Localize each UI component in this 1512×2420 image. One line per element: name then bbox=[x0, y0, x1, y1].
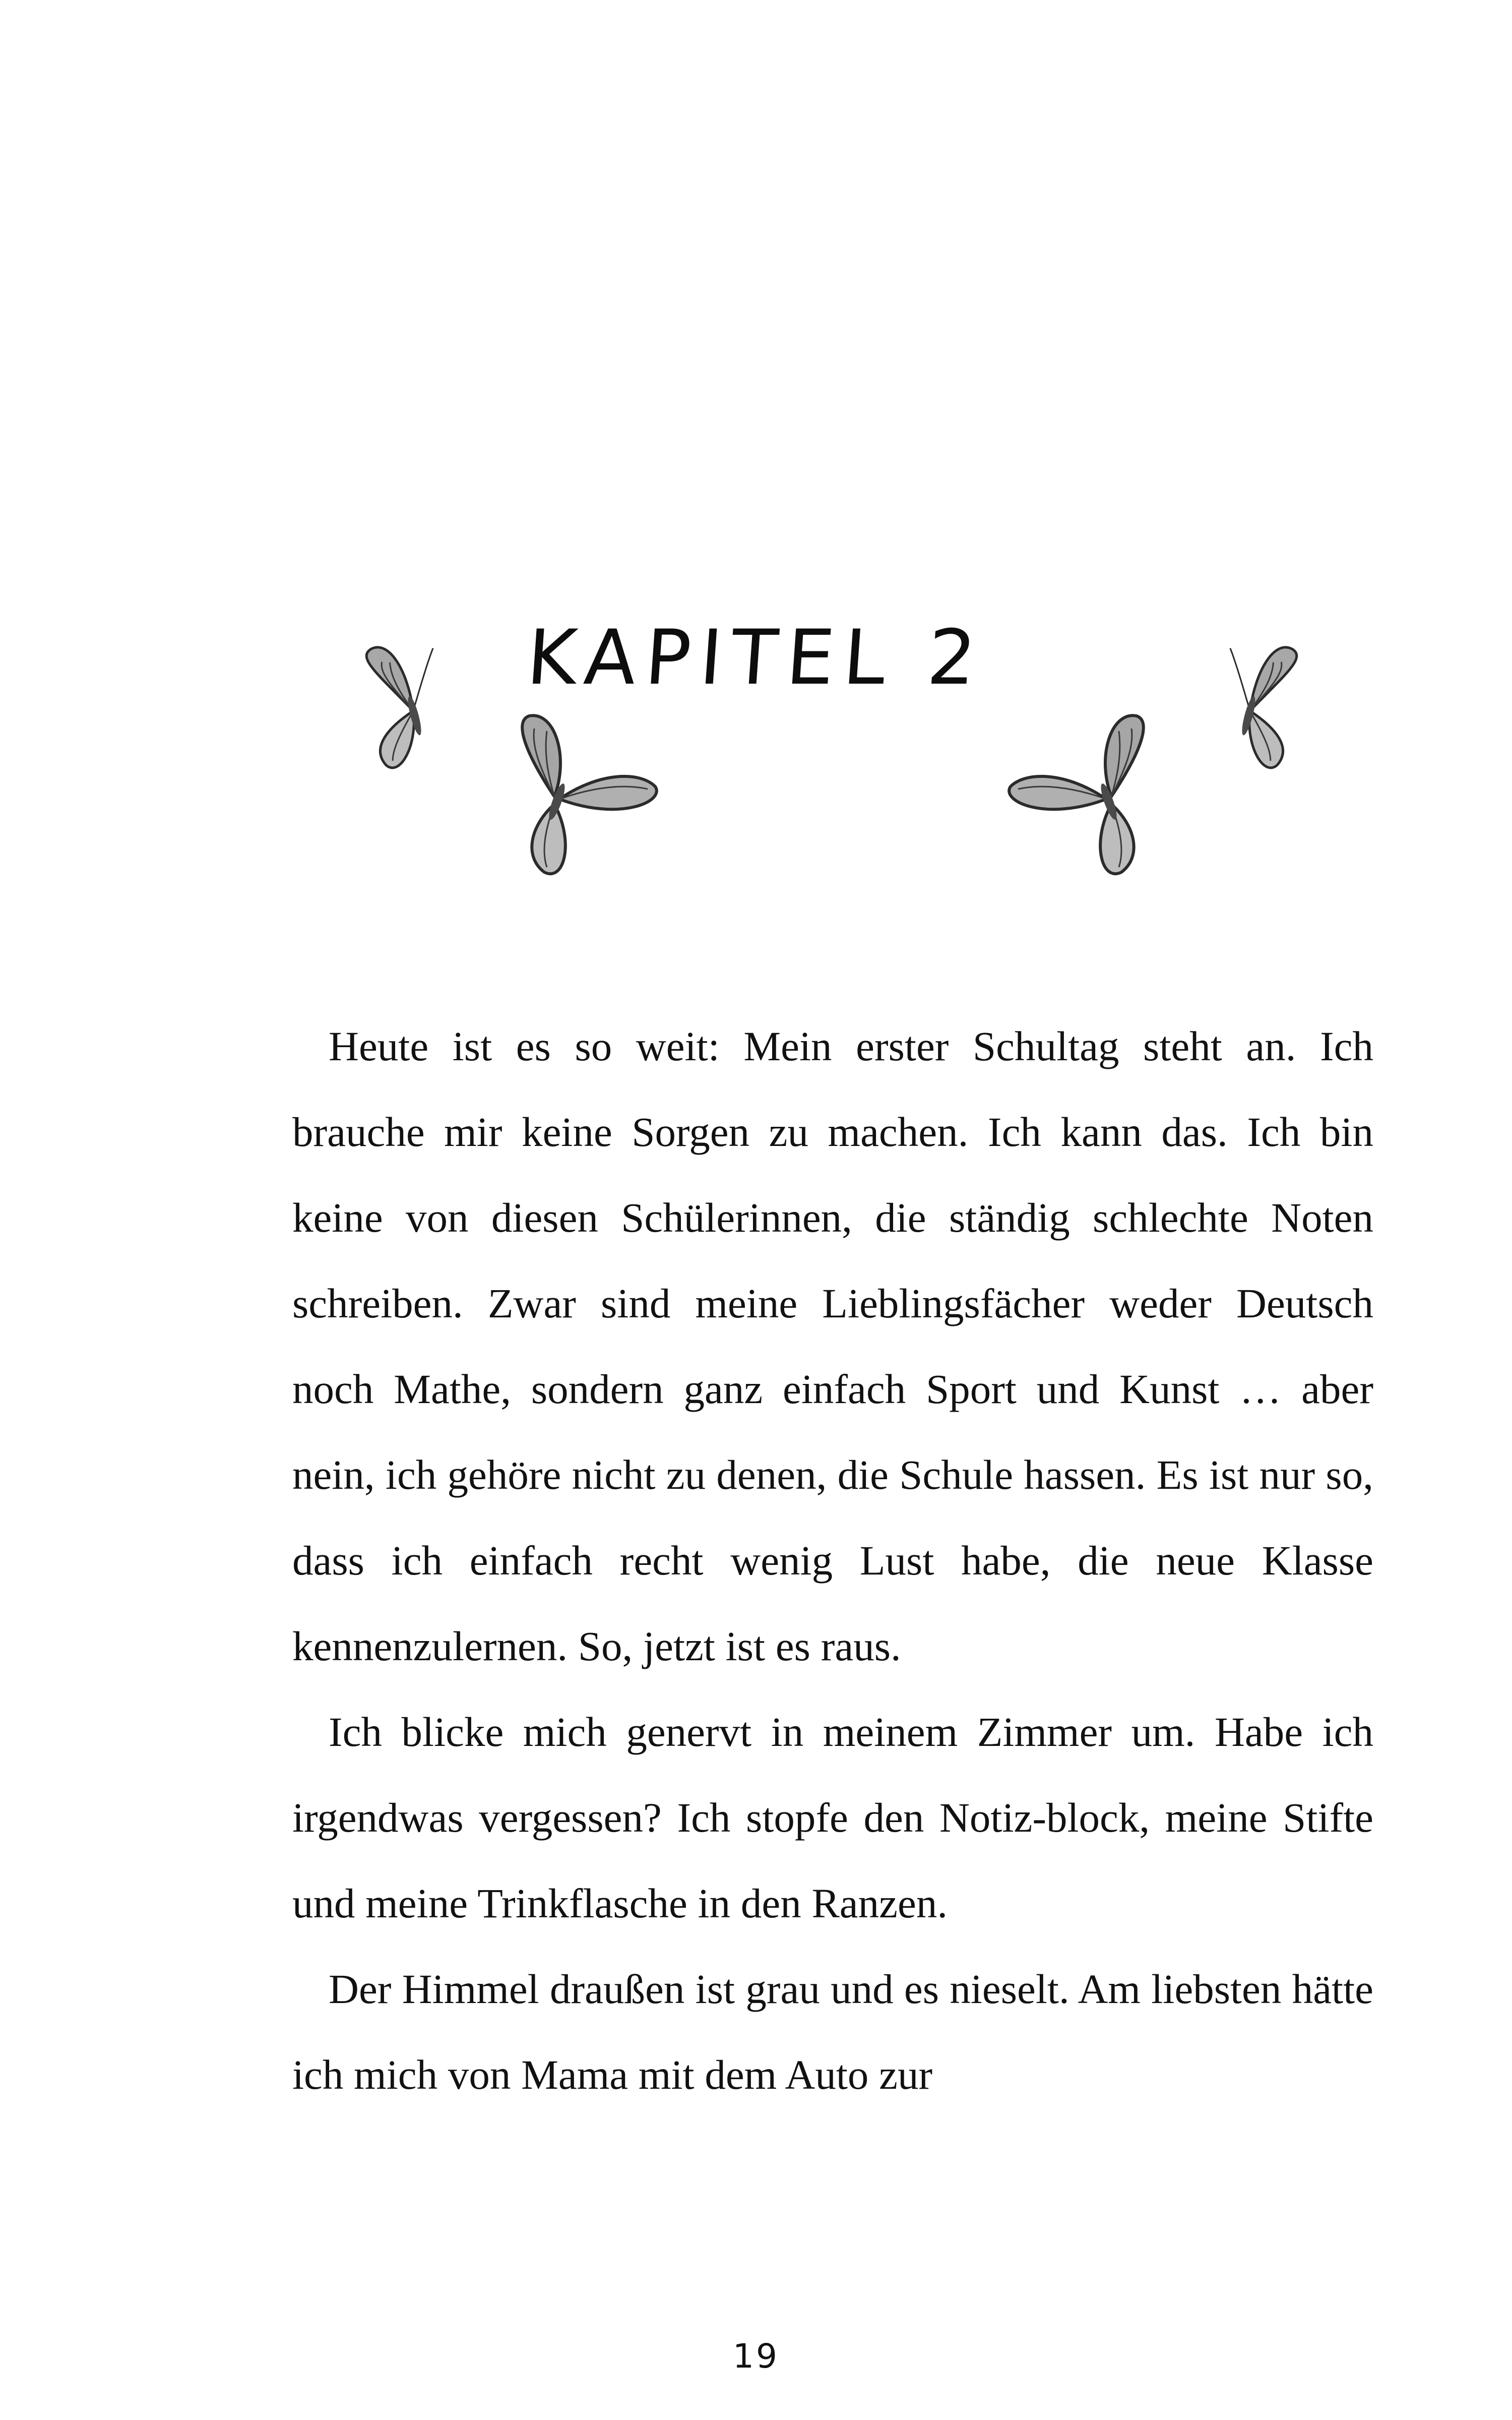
chapter-body bbox=[292, 1003, 1373, 2118]
paragraph: Ich blicke mich genervt in meinem Zimmer um. Habe ich irgendwas vergessen? Ich stopfe den Notiz-block, meine Stifte und meine Trinkflasche in den Ranzen. bbox=[292, 1709, 1373, 1926]
paragraph: Der Himmel draußen ist grau und es nieselt. Am liebsten hätte ich mich von Mama mit dem Auto zur bbox=[292, 1966, 1373, 2098]
chapter-title: KAPITEL 2 bbox=[524, 614, 988, 702]
butterfly-icon bbox=[469, 711, 665, 882]
chapter-header bbox=[0, 595, 1512, 918]
butterfly-icon bbox=[1000, 711, 1197, 882]
butterfly-icon bbox=[1189, 635, 1310, 786]
page-number: 19 bbox=[733, 2337, 779, 2376]
paragraph: Heute ist es so weit: Mein erster Schultag steht an. Ich brauche mir keine Sorgen zu machen. Ich kann das. Ich bin keine von diesen Schülerinnen, die ständig schlechte Noten schreiben. Zwar sind meine Lieblingsfächer weder Deutsch noch Mathe, sondern ganz einfach Sport und Kunst … aber nein, ich gehöre nicht zu denen, die Schule hassen. Es ist nur so, dass ich einfach recht wenig Lust habe, die neue Klasse kennenzulernen. So, jetzt ist es raus. bbox=[292, 1023, 1373, 1669]
